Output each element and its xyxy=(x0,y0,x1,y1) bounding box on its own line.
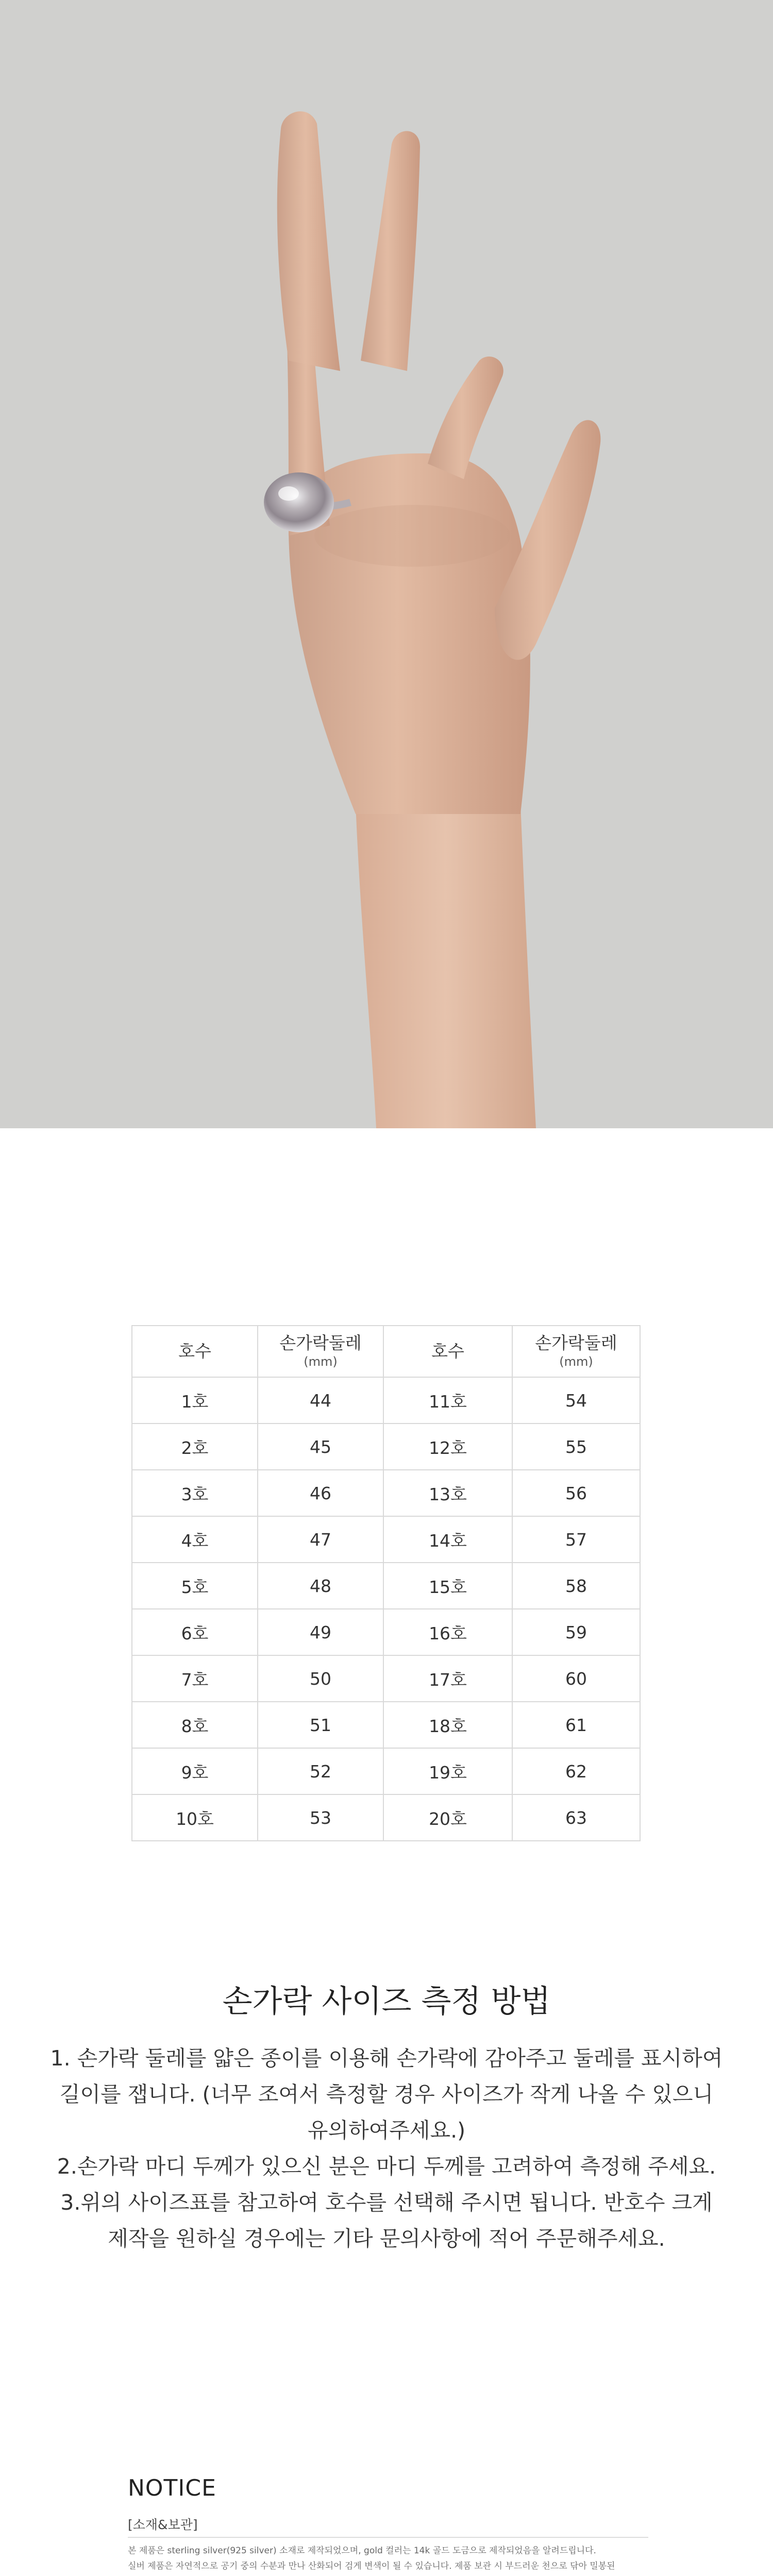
header-size xyxy=(132,1326,258,1377)
size-cell: 5호 xyxy=(132,1563,258,1609)
guide-line: 제작을 원하실 경우에는 기타 문의사항에 적어 주문해주세요. xyxy=(108,2226,665,2251)
circumference-cell: 53 xyxy=(258,1794,383,1841)
circumference-cell: 52 xyxy=(258,1748,383,1794)
size-cell: 12호 xyxy=(383,1423,512,1470)
table-row xyxy=(132,1470,640,1516)
circumference-cell: 60 xyxy=(512,1655,640,1702)
circumference-cell: 59 xyxy=(512,1609,640,1655)
size-cell: 2호 xyxy=(132,1423,258,1470)
size-cell: 6호 xyxy=(132,1609,258,1655)
header-size-label: 호수 xyxy=(431,1341,464,1361)
guide-line: 3.위의 사이즈표를 참고하여 호수를 선택해 주시면 됩니다. 반호수 크게 xyxy=(60,2190,713,2215)
notice-title: NOTICE xyxy=(128,2475,216,2501)
table-row xyxy=(132,1516,640,1563)
hand-with-ring-illustration xyxy=(0,0,773,1128)
circumference-cell: 62 xyxy=(512,1748,640,1794)
size-cell: 16호 xyxy=(383,1609,512,1655)
table-header-row xyxy=(132,1326,640,1377)
circumference-cell: 57 xyxy=(512,1516,640,1563)
size-cell: 13호 xyxy=(383,1470,512,1516)
table-row xyxy=(132,1748,640,1794)
table-row xyxy=(132,1702,640,1748)
circumference-cell: 61 xyxy=(512,1702,640,1748)
circumference-cell: 55 xyxy=(512,1423,640,1470)
size-cell: 19호 xyxy=(383,1748,512,1794)
circumference-cell: 58 xyxy=(512,1563,640,1609)
circumference-cell: 56 xyxy=(512,1470,640,1516)
table-row xyxy=(132,1423,640,1470)
notice-material-care xyxy=(128,2514,648,2576)
circumference-cell: 44 xyxy=(258,1377,383,1423)
circumference-cell: 48 xyxy=(258,1563,383,1609)
header-circumference-unit: (mm) xyxy=(304,1354,338,1369)
size-cell: 14호 xyxy=(383,1516,512,1563)
notice-line xyxy=(128,2574,648,2576)
notice-heading: [소재&보관] xyxy=(128,2514,648,2538)
circumference-cell: 45 xyxy=(258,1423,383,1470)
table-row xyxy=(132,1794,640,1841)
header-circumference xyxy=(512,1326,640,1377)
measuring-guide-body xyxy=(46,2040,727,2257)
size-cell: 4호 xyxy=(132,1516,258,1563)
guide-line: 2.손가락 마디 두께가 있으신 분은 마디 두께를 고려하여 측정해 주세요. xyxy=(57,2154,716,2179)
guide-line: 길이를 잽니다. (너무 조여서 측정할 경우 사이즈가 작게 나올 수 있으니 xyxy=(59,2082,714,2107)
circumference-cell: 47 xyxy=(258,1516,383,1563)
table-row xyxy=(132,1609,640,1655)
circumference-cell: 46 xyxy=(258,1470,383,1516)
size-cell: 10호 xyxy=(132,1794,258,1841)
guide-line: 1. 손가락 둘레를 얇은 종이를 이용해 손가락에 감아주고 둘레를 표시하여 xyxy=(50,2046,723,2071)
ring-size-table xyxy=(131,1325,641,1841)
header-circumference-label: 손가락둘레 xyxy=(535,1333,617,1353)
header-size xyxy=(383,1326,512,1377)
size-cell: 15호 xyxy=(383,1563,512,1609)
size-cell: 7호 xyxy=(132,1655,258,1702)
table-row xyxy=(132,1655,640,1702)
size-cell: 9호 xyxy=(132,1748,258,1794)
notice-line: 실버 제품은 자연적으로 공기 중의 수분과 만나 산화되어 검게 변색이 될 수 있습니다. 제품 보관 시 부드러운 천으로 닦아 밀봉된 xyxy=(128,2561,615,2571)
circumference-cell: 49 xyxy=(258,1609,383,1655)
size-cell: 3호 xyxy=(132,1470,258,1516)
header-circumference-unit: (mm) xyxy=(559,1354,593,1369)
header-circumference xyxy=(258,1326,383,1377)
size-cell: 11호 xyxy=(383,1377,512,1423)
product-photo xyxy=(0,0,773,1128)
guide-line: 유의하여주세요.) xyxy=(307,2118,466,2143)
notice-line: 본 제품은 sterling silver(925 silver) 소재로 제작되었으며, gold 컬러는 14k 골드 도금으로 제작되었음을 알려드립니다. xyxy=(128,2546,596,2556)
circumference-cell: 51 xyxy=(258,1702,383,1748)
notice-section xyxy=(128,2473,648,2576)
header-circumference-label: 손가락둘레 xyxy=(279,1333,362,1353)
size-cell: 18호 xyxy=(383,1702,512,1748)
size-cell: 1호 xyxy=(132,1377,258,1423)
size-cell: 8호 xyxy=(132,1702,258,1748)
header-size-label: 호수 xyxy=(178,1341,211,1361)
circumference-cell: 63 xyxy=(512,1794,640,1841)
size-cell: 17호 xyxy=(383,1655,512,1702)
table-row xyxy=(132,1563,640,1609)
circumference-cell: 50 xyxy=(258,1655,383,1702)
table-row xyxy=(132,1377,640,1423)
circumference-cell: 54 xyxy=(512,1377,640,1423)
measuring-guide-title: 손가락 사이즈 측정 방법 xyxy=(222,1984,551,2020)
size-cell: 20호 xyxy=(383,1794,512,1841)
